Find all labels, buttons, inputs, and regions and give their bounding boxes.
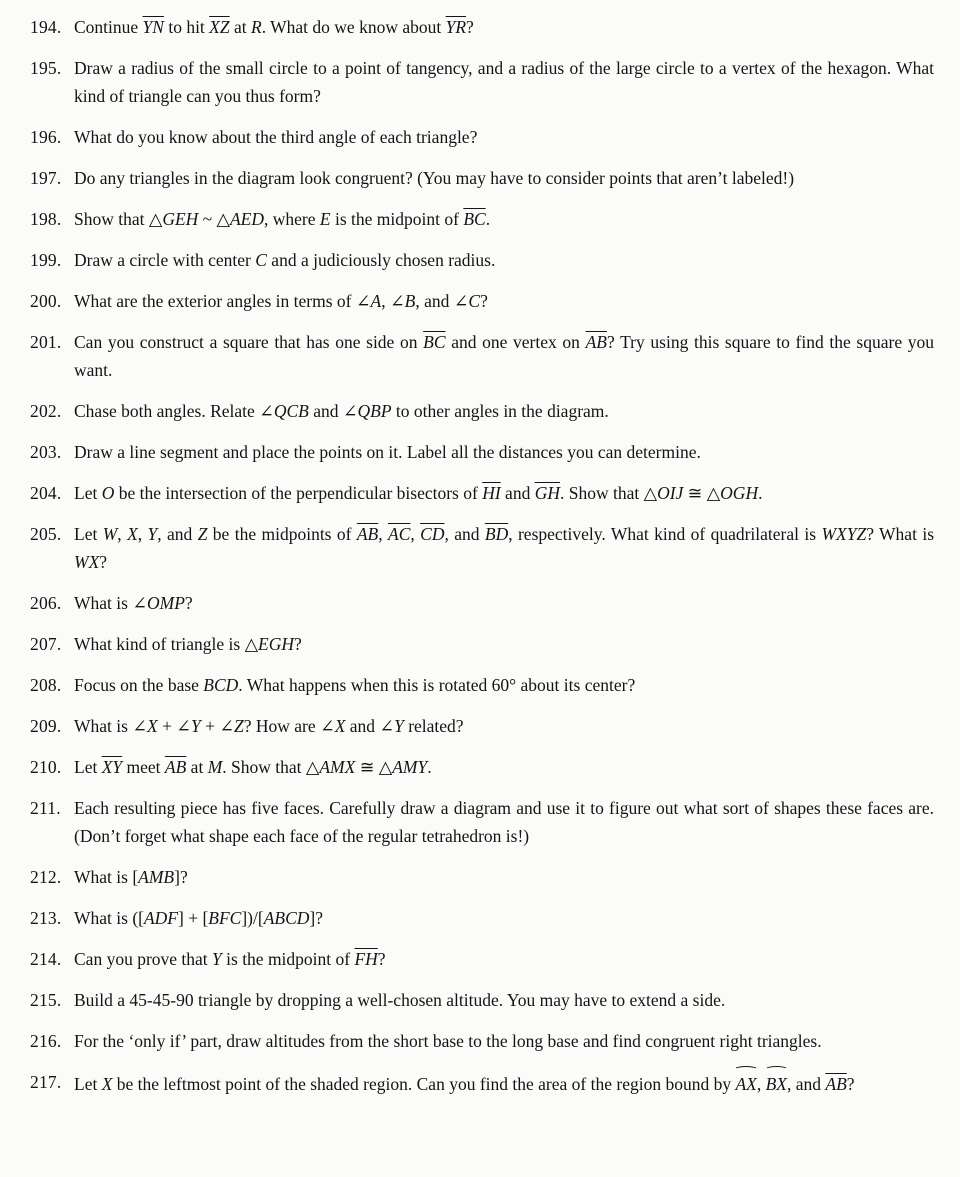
problem-text: Draw a line segment and place the points on it. Label all the distances you can determine. — [74, 442, 701, 462]
problem-text: What do you know about the third angle of each triangle? — [74, 127, 478, 147]
problem-item — [30, 397, 936, 425]
problem-item — [30, 328, 936, 384]
problem-text: Chase both angles. Relate ∠QCB and ∠QBP to other angles in the diagram. — [74, 401, 609, 421]
problem-text: What kind of triangle is △EGH? — [74, 634, 302, 654]
arc-name: AX — [735, 1068, 756, 1098]
problem-number: 209. — [30, 716, 62, 736]
math-variable: OGH — [720, 483, 759, 503]
math-variable: EGH — [258, 634, 295, 654]
problem-text: What are the exterior angles in terms of ∠A, ∠B, and ∠C? — [74, 291, 488, 311]
problem-item — [30, 863, 936, 891]
segment-name: $\overline{YN}$ — [142, 17, 164, 37]
math-variable: R — [251, 17, 262, 37]
math-variable: B — [404, 291, 416, 311]
math-variable: Y — [147, 524, 158, 544]
problem-number: 205. — [30, 524, 62, 544]
math-variable: Y — [190, 716, 201, 736]
problem-item — [30, 54, 936, 110]
segment-name: $\overline{AB}$ — [164, 757, 187, 777]
segment-name: $\overline{AB}$ — [825, 1074, 847, 1094]
segment-name: $\overline{GH}$ — [534, 483, 560, 503]
segment-name: $\overline{AC}$ — [388, 524, 411, 544]
problem-number: 194. — [30, 17, 62, 37]
math-variable: WX — [74, 552, 100, 572]
problem-number: 195. — [30, 58, 62, 78]
problem-number: 216. — [30, 1031, 62, 1051]
problem-number: 204. — [30, 483, 62, 503]
problem-number: 206. — [30, 593, 62, 613]
problem-text: Can you construct a square that has one side on $\overline{BC}$ and one vertex on $\overline{AB}$? Try using this square to find the square you want. — [74, 332, 935, 380]
math-variable: OIJ — [657, 483, 684, 503]
problem-number: 215. — [30, 990, 62, 1010]
problem-text: What is ∠OMP? — [74, 593, 193, 613]
problem-item — [30, 794, 936, 850]
math-variable: M — [207, 757, 223, 777]
problem-item — [30, 123, 936, 151]
problem-text: Each resulting piece has five faces. Carefully draw a diagram and use it to figure out what sort of shapes these faces are. (Don’t forget what shape each face of the regular tetrahedron is!) — [74, 798, 934, 846]
math-variable: C — [255, 250, 267, 270]
math-variable: BFC — [208, 908, 242, 928]
problem-text: Continue $\overline{YN}$ to hit $\overline{XZ}$ at R. What do we know about $\overline{YR}$? — [74, 17, 474, 37]
problem-number: 200. — [30, 291, 62, 311]
problem-item — [30, 205, 936, 233]
problem-item — [30, 479, 936, 507]
problem-item — [30, 753, 936, 781]
problem-number: 199. — [30, 250, 62, 270]
problem-text: Let W, X, Y, and Z be the midpoints of $\overline{AB}$, $\overline{AC}$, $\overline{CD}$, and $\overline{BD}$, respectively. What kind of quadrilateral is WXYZ? What is WX? — [74, 524, 934, 572]
arc-name: BX — [766, 1068, 787, 1098]
problem-item — [30, 945, 936, 973]
math-variable: C — [468, 291, 481, 311]
math-variable: ABCD — [263, 908, 310, 928]
problem-item — [30, 1027, 936, 1055]
problem-item — [30, 986, 936, 1014]
segment-name: $\overline{HI}$ — [482, 483, 501, 503]
math-variable: QCB — [273, 401, 309, 421]
problem-text: Focus on the base BCD. What happens when this is rotated 60° about its center? — [74, 675, 636, 695]
math-variable: AMB — [138, 867, 175, 887]
problem-number: 213. — [30, 908, 62, 928]
segment-name: $\overline{XZ}$ — [209, 17, 230, 37]
problem-number: 202. — [30, 401, 62, 421]
problem-item — [30, 671, 936, 699]
math-variable: Z — [234, 716, 244, 736]
math-variable: X — [146, 716, 158, 736]
problem-number: 197. — [30, 168, 62, 188]
segment-name: $\overline{YR}$ — [445, 17, 467, 37]
math-variable: X — [334, 716, 346, 736]
segment-name: $\overline{AB}$ — [356, 524, 379, 544]
problem-text: Can you prove that Y is the midpoint of $\overline{FH}$? — [74, 949, 386, 969]
math-variable: W — [102, 524, 118, 544]
problem-number: 198. — [30, 209, 62, 229]
problem-number: 217. — [30, 1072, 62, 1092]
problem-text: Let $\overline{XY}$ meet $\overline{AB}$ at M. Show that △AMX ≅ △AMY. — [74, 757, 432, 777]
problem-item — [30, 1068, 936, 1098]
problem-number: 208. — [30, 675, 62, 695]
problem-text: Let X be the leftmost point of the shaded region. Can you find the area of the region bound by AX, BX, and $\overline{AB}$? — [74, 1068, 936, 1098]
segment-name: $\overline{BC}$ — [463, 209, 486, 229]
problem-item — [30, 13, 936, 41]
segment-name: $\overline{AB}$ — [585, 332, 607, 352]
problem-number: 212. — [30, 867, 62, 887]
math-variable: AED — [229, 209, 265, 229]
problem-number: 211. — [30, 798, 61, 818]
problem-number: 207. — [30, 634, 62, 654]
math-variable: X — [127, 524, 138, 544]
math-variable: Y — [394, 716, 404, 736]
math-variable: Z — [197, 524, 208, 544]
problem-item — [30, 712, 936, 740]
problem-text: Show that △GEH ~ △AED, where E is the midpoint of $\overline{BC}$. — [74, 209, 491, 229]
problem-text: For the ‘only if’ part, draw altitudes from the short base to the long base and find congruent right triangles. — [74, 1031, 822, 1051]
segment-name: $\overline{XY}$ — [101, 757, 123, 777]
problem-number: 196. — [30, 127, 62, 147]
math-variable: X — [101, 1074, 113, 1094]
problem-item — [30, 630, 936, 658]
problem-text: What is ([ADF] + [BFC])/[ABCD]? — [74, 908, 324, 928]
math-variable: E — [319, 209, 331, 229]
problem-list — [30, 13, 936, 1098]
math-variable: Y — [212, 949, 222, 969]
math-variable: O — [101, 483, 115, 503]
math-variable: OMP — [146, 593, 185, 613]
math-variable: AMY — [392, 757, 428, 777]
problem-text: Do any triangles in the diagram look congruent? (You may have to consider points that aren’t labeled!) — [74, 168, 795, 188]
segment-name: $\overline{BC}$ — [423, 332, 446, 352]
math-variable: WXYZ — [821, 524, 867, 544]
math-variable: AMX — [319, 757, 356, 777]
problem-text: Build a 45-45-90 triangle by dropping a well-chosen altitude. You may have to extend a side. — [74, 990, 726, 1010]
math-variable: A — [370, 291, 382, 311]
math-variable: BCD — [203, 675, 239, 695]
math-variable: GEH — [162, 209, 199, 229]
problem-text: Draw a circle with center C and a judiciously chosen radius. — [74, 250, 496, 270]
problem-item — [30, 438, 936, 466]
problem-number: 214. — [30, 949, 62, 969]
problem-item — [30, 520, 936, 576]
segment-name: $\overline{CD}$ — [420, 524, 445, 544]
problem-number: 201. — [30, 332, 62, 352]
problem-text: Let O be the intersection of the perpendicular bisectors of $\overline{HI}$ and $\overline{GH}$. Show that △OIJ ≅ △OGH. — [74, 483, 763, 503]
math-variable: QBP — [357, 401, 392, 421]
problem-number: 203. — [30, 442, 62, 462]
problem-item — [30, 246, 936, 274]
problem-text: What is [AMB]? — [74, 867, 188, 887]
problem-item — [30, 904, 936, 932]
problem-number: 210. — [30, 757, 62, 777]
problem-item — [30, 589, 936, 617]
math-variable: ADF — [143, 908, 179, 928]
problem-text: What is ∠X + ∠Y + ∠Z? How are ∠X and ∠Y related? — [74, 716, 464, 736]
problem-text: Draw a radius of the small circle to a point of tangency, and a radius of the large circle to a vertex of the hexagon. What kind of triangle can you thus form? — [74, 58, 934, 106]
segment-name: $\overline{FH}$ — [354, 949, 378, 969]
problem-item — [30, 287, 936, 315]
segment-name: $\overline{BD}$ — [484, 524, 509, 544]
problem-item — [30, 164, 936, 192]
